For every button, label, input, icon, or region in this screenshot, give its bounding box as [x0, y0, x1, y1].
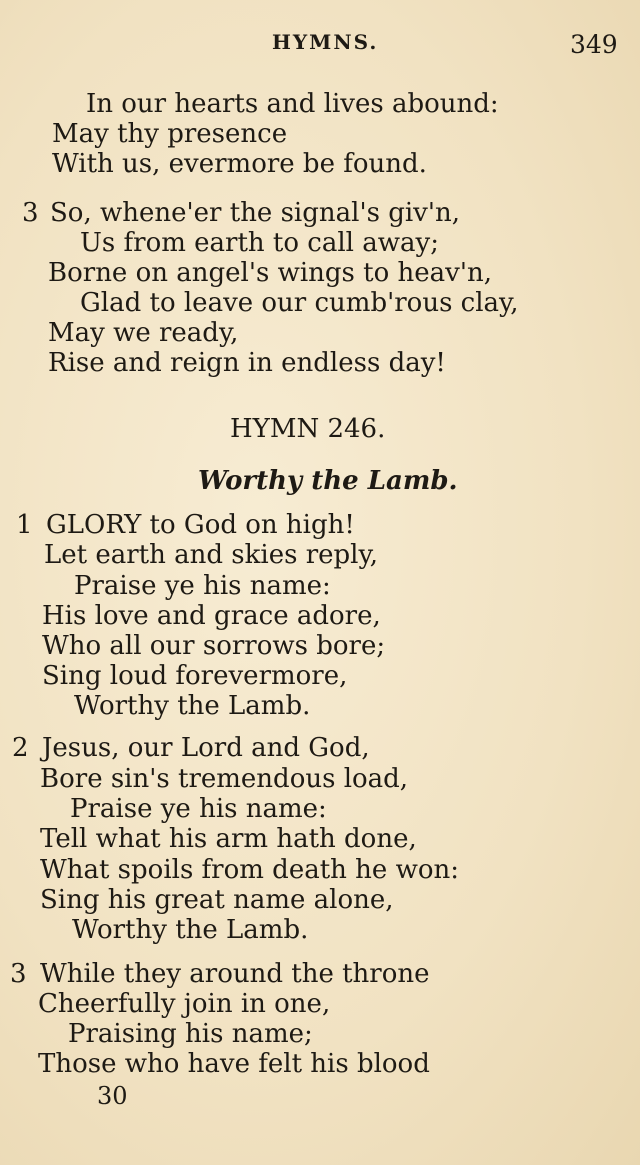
verse-line: With us, evermore be found. — [52, 149, 427, 179]
page-number: 349 — [570, 30, 618, 59]
verse-line: May thy presence — [52, 119, 288, 149]
signature-mark: 30 — [97, 1082, 128, 1110]
verse-line: Bore sin's tremendous load, — [40, 764, 409, 794]
verse-number: 3 — [22, 198, 39, 228]
verse-number: 3 — [10, 959, 27, 989]
verse-line: Sing his great name alone, — [40, 885, 394, 915]
verse-line: What spoils from death he won: — [40, 855, 459, 885]
verse-line: Tell what his arm hath done, — [40, 824, 417, 854]
verse-line: Let earth and skies reply, — [44, 540, 378, 570]
verse-line: Praise ye his name: — [70, 794, 327, 824]
verse-line: Us from earth to call away; — [80, 228, 439, 258]
verse-line: Worthy the Lamb. — [72, 915, 309, 945]
verse-line: His love and grace adore, — [42, 601, 381, 631]
verse-line: Sing loud forevermore, — [42, 661, 348, 691]
verse-line: Praise ye his name: — [74, 571, 331, 601]
verse-line: Borne on angel's wings to heav'n, — [48, 258, 493, 288]
verse-line: Rise and reign in endless day! — [48, 348, 446, 378]
verse-line: Jesus, our Lord and God, — [42, 733, 370, 763]
verse-line: Cheerfully join in one, — [38, 989, 331, 1019]
hymn-heading: HYMN 246. — [230, 414, 386, 444]
verse-line: Who all our sorrows bore; — [42, 631, 386, 661]
verse-line: Those who have felt his blood — [38, 1049, 430, 1079]
verse-line: May we ready, — [48, 318, 239, 348]
verse-number: 1 — [16, 510, 33, 540]
running-header-title: HYMNS. — [272, 30, 379, 54]
verse-line: Praising his name; — [68, 1019, 313, 1049]
verse-line: While they around the throne — [40, 959, 430, 989]
verse-line: So, whene'er the signal's giv'n, — [50, 198, 461, 228]
verse-line: Glad to leave our cumb'rous clay, — [80, 288, 519, 318]
verse-line: In our hearts and lives abound: — [86, 89, 499, 119]
verse-line: GLORY to God on high! — [46, 510, 355, 540]
hymn-subtitle: Worthy the Lamb. — [198, 466, 458, 496]
verse-line: Worthy the Lamb. — [74, 691, 311, 721]
verse-number: 2 — [12, 733, 29, 763]
